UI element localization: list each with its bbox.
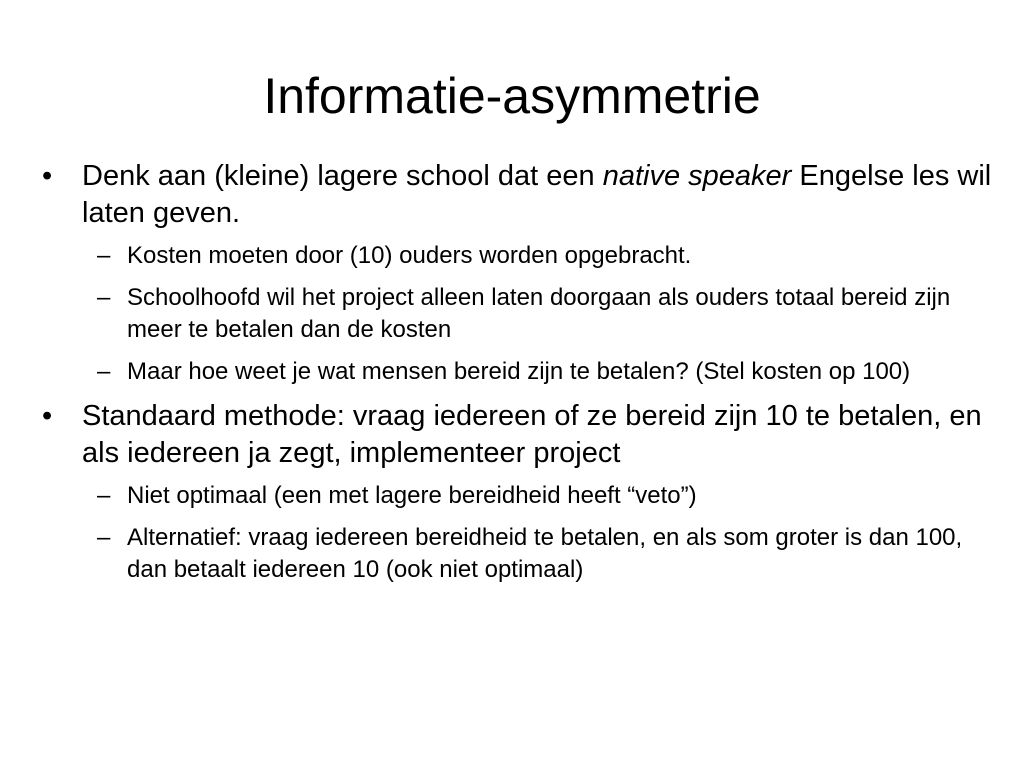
bullet-text-part: Engelse les wil laten geven. (82, 160, 992, 229)
sub-item (97, 356, 992, 388)
bullet-text (82, 158, 992, 232)
sub-text: Kosten moeten door (10) ouders worden opgebracht. (127, 242, 692, 269)
slide-content (42, 158, 992, 596)
sub-item (97, 240, 992, 272)
sub-text: Maar hoe weet je wat mensen bereid zijn te betalen? (Stel kosten op 100) (127, 358, 911, 385)
bullet-marker: • (42, 160, 53, 192)
bullet-text-italic: native speaker (602, 160, 792, 192)
sub-marker: – (97, 284, 111, 311)
bullet-item (42, 398, 992, 472)
sub-marker: – (97, 358, 111, 385)
bullet-item (42, 158, 992, 232)
sub-marker: – (97, 524, 111, 551)
sub-list (97, 480, 992, 586)
sub-text: Schoolhoofd wil het project alleen laten doorgaan als ouders totaal bereid zijn meer te betalen dan de kosten (127, 284, 951, 343)
sub-item (97, 522, 992, 586)
bullet-text: Standaard methode: vraag iedereen of ze bereid zijn 10 te betalen, en als iedereen ja zegt, implementeer project (82, 400, 982, 469)
sub-item (97, 282, 992, 346)
bullet-marker: • (42, 400, 53, 432)
bullet-text-part: Denk aan (kleine) lagere school dat een (82, 160, 603, 192)
sub-marker: – (97, 242, 111, 269)
sub-text: Alternatief: vraag iedereen bereidheid te betalen, en als som groter is dan 100, dan betaalt iedereen 10 (ook niet optimaal) (127, 524, 963, 583)
sub-list (97, 240, 992, 388)
sub-text: Niet optimaal (een met lagere bereidheid heeft “veto”) (127, 482, 697, 509)
slide-title: Informatie-asymmetrie (263, 68, 761, 124)
sub-marker: – (97, 482, 111, 509)
sub-item (97, 480, 992, 512)
